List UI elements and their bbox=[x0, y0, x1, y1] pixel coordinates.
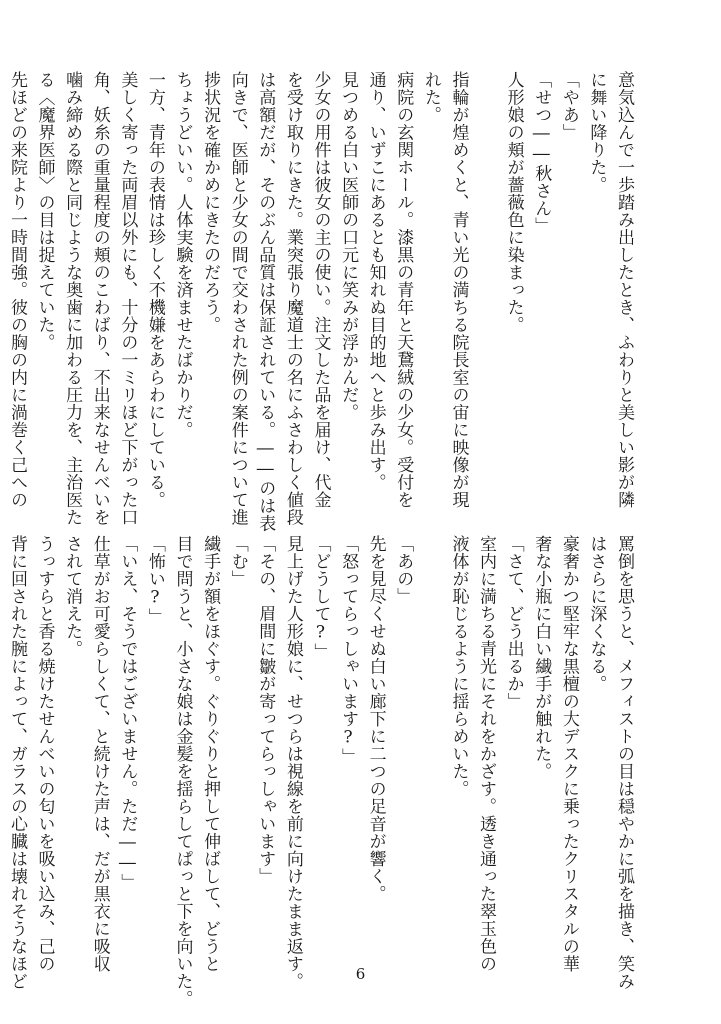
top-text-block bbox=[6, 71, 637, 532]
text-line: 「やあ」 bbox=[558, 71, 579, 141]
text-line: 美しく寄った両眉以外にも、十分の一ミリほど下がった口 bbox=[117, 71, 138, 526]
text-line: は高額だが、そのぶん品質は保証されている。――のは表 bbox=[255, 71, 276, 532]
bottom-text-block bbox=[6, 535, 637, 1008]
text-line: 病院の玄関ホール。漆黒の青年と天鵞絨の少女。受付を bbox=[393, 71, 414, 509]
text-line: れた。 bbox=[420, 71, 441, 124]
text-line bbox=[416, 535, 444, 955]
text-line: 液体が恥じるように揺らめいた。 bbox=[448, 535, 469, 798]
text-line: 「どうして?」 bbox=[310, 535, 331, 661]
text-line: 噛み締める際と同じような奥歯に加わる圧力を、主治医た bbox=[62, 71, 83, 526]
text-line: 豪奢かつ堅牢な黒檀の大デスクに乗ったクリスタルの華 bbox=[558, 535, 579, 973]
text-line: 一方、青年の表情は珍しく不機嫌をあらわにしている。 bbox=[144, 71, 165, 509]
text-line bbox=[471, 71, 499, 501]
text-line: 「その、眉間に皺が寄ってらっしゃいます」 bbox=[255, 535, 276, 885]
text-line: はさらに深くなる。 bbox=[586, 535, 607, 693]
text-line: 「怖い?」 bbox=[144, 535, 165, 626]
text-line: 仕草がお可愛らしくて、と続けた声は、だが黒衣に吸収 bbox=[89, 535, 110, 973]
text-line: うっすらと香る焼けたせんべいの匂いを吸い込み、己の bbox=[34, 535, 55, 973]
text-line: 先ほどの来院より一時間強。彼の胸の内に渦巻く己への bbox=[6, 71, 27, 509]
text-line: 向きで、医師と少女の間で交わされた例の案件について進 bbox=[227, 71, 248, 526]
text-line: 室内に満ちる青光にそれをかざす。透き通った翠玉色の bbox=[476, 535, 497, 973]
text-line: されて消えた。 bbox=[62, 535, 83, 658]
text-line: 「せつ――秋さん」 bbox=[531, 71, 552, 235]
text-line: 角、妖糸の重量程度の頬のこわばり、不出来なせんべいを bbox=[89, 71, 110, 526]
text-line: 「む」 bbox=[227, 535, 248, 588]
text-line: 人形娘の頬が薔薇色に染まった。 bbox=[503, 71, 524, 334]
text-line: 「いえ、そうではございません。ただ――」 bbox=[117, 535, 138, 891]
text-line: 「怒ってらっしゃいます?」 bbox=[338, 535, 359, 766]
text-line: 目で問うと、小さな娘は金髪を揺らしてぱっと下を向いた。 bbox=[172, 535, 193, 1008]
text-line: 罵倒を思うと、メフィストの目は穏やかに弧を描き、笑み bbox=[614, 535, 634, 990]
text-line: 奢な小瓶に白い繊手が触れた。 bbox=[531, 535, 552, 780]
text-line: 見上げた人形娘に、せつらは視線を前に向けたまま返す。 bbox=[282, 535, 303, 990]
text-line: に舞い降りた。 bbox=[586, 71, 607, 194]
text-line: 繊手が額をほぐす。ぐりぐりと押して伸ばして、どうと bbox=[200, 535, 221, 973]
text-line: 指輪が煌めくと、青い光の満ちる院長室の宙に映像が現 bbox=[448, 71, 469, 509]
page-number: 6 bbox=[355, 965, 366, 983]
text-line: ちょうどいい。人体実験を済ませたばかりだ。 bbox=[172, 71, 193, 439]
text-line: 捗状況を確かめにきたのだろう。 bbox=[200, 71, 221, 334]
text-line: 通り、いずこにあるとも知れぬ目的地へと歩み出す。 bbox=[365, 71, 386, 491]
text-line: る〈魔界医師〉の目は捉えていた。 bbox=[34, 71, 55, 351]
text-line: 背に回された腕によって、ガラスの心臓は壊れそうなほど bbox=[6, 535, 27, 990]
text-line: 先を見尽くせぬ白い廊下に二つの足音が響く。 bbox=[365, 535, 386, 903]
text-line: 少女の用件は彼女の主の使い。注文した品を届け、代金 bbox=[310, 71, 331, 509]
text-line: 意気込んで一歩踏み出したとき、ふわりと美しい影が隣 bbox=[614, 71, 634, 509]
text-line: を受け取りにきた。業突張り魔道士の名にふさわしく値段 bbox=[282, 71, 303, 526]
text-line: 「あの」 bbox=[393, 535, 414, 605]
text-line: 「さて、どう出るか」 bbox=[503, 535, 524, 710]
text-line: 見つめる白い医師の口元に笑みが浮かんだ。 bbox=[338, 71, 359, 421]
